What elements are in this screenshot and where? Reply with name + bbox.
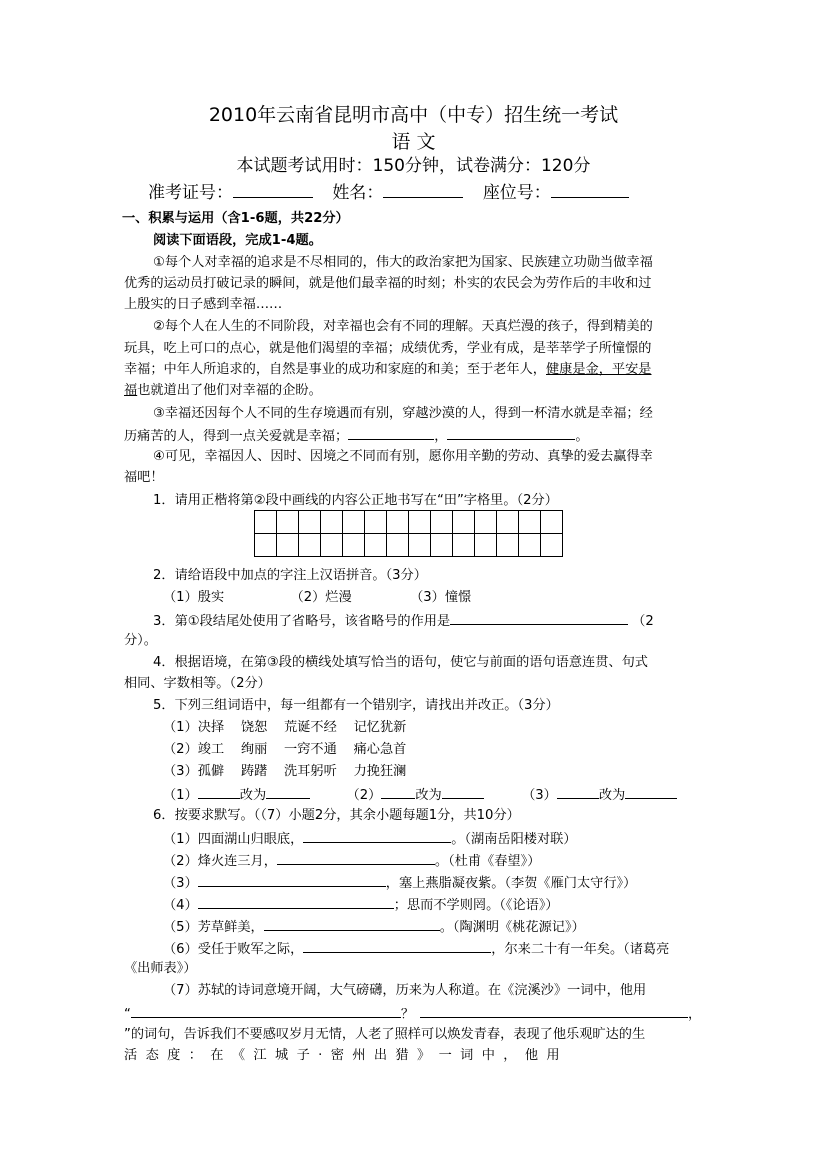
grid-cell[interactable] <box>365 511 387 534</box>
grid-cell[interactable] <box>277 534 299 557</box>
p3-comma: ， <box>434 429 448 444</box>
q6-item-2 <box>163 850 540 872</box>
grid-row-2 <box>255 534 563 557</box>
passage-p2-line1: ②每个人在人生的不同阶段，对幸福也会有不同的理解。天真烂漫的孩子，得到精美的 <box>153 319 653 334</box>
candidate-no-label: 准考证号： <box>148 183 233 203</box>
question-3-cont: 分）。 <box>124 633 157 648</box>
grid-cell[interactable] <box>519 511 541 534</box>
q5-change-1: 改为 <box>239 788 267 803</box>
passage-p4-line1: ④可见，幸福因人、因时、因境之不同而有别，愿你用辛勤的劳动、真挚的爱去赢得幸 <box>153 449 653 464</box>
question-6: 6．按要求默写。（（7）小题2分，其余小题每题1分，共10分） <box>153 808 520 823</box>
q5-group-2: （2）竣工 绚丽 一窍不通 痛心急首 <box>163 742 407 757</box>
candidate-no-blank[interactable] <box>233 183 313 198</box>
q5-change-2: 改为 <box>415 788 442 803</box>
q6-7-blank-2[interactable] <box>420 1003 688 1018</box>
q6-7-open-quote: “ <box>124 1007 131 1022</box>
question-2-options <box>163 588 471 608</box>
grid-cell[interactable] <box>431 534 453 557</box>
q3-answer-blank[interactable] <box>450 610 628 625</box>
q6-4-text: （4） <box>163 898 198 913</box>
grid-row-1 <box>255 511 563 534</box>
q6-1-text: （1）四面湖山归眼底， <box>163 832 304 847</box>
passage-instruction: 阅读下面语段，完成1-4题。 <box>153 233 322 248</box>
passage-p3-line1: ③幸福还因每个人不同的生存境遇而有别，穿越沙漠的人，得到一杯清水就是幸福；经 <box>153 406 653 421</box>
grid-cell[interactable] <box>321 534 343 557</box>
q5-answer-2-wrong[interactable] <box>381 784 415 799</box>
question-4-line2: 相同、字数相等。（2分） <box>124 676 271 691</box>
passage-p2-line4 <box>124 381 322 401</box>
q5-answer-2-correct[interactable] <box>442 784 484 799</box>
grid-cell[interactable] <box>387 511 409 534</box>
q3-score-part1: （2 <box>632 614 654 629</box>
q5-answer-3-label: （3） <box>522 788 557 803</box>
q6-3-text: （3） <box>163 876 198 891</box>
passage-p2-line4-text: 也就道出了他们对幸福的企盼。 <box>137 383 322 398</box>
exam-info: 本试题考试用时：150分钟，试卷满分：120分 <box>236 156 591 176</box>
grid-cell[interactable] <box>409 511 431 534</box>
grid-cell[interactable] <box>541 534 563 557</box>
exam-title: 2010年云南省昆明市高中（中专）招生统一考试 <box>208 104 619 126</box>
q5-answers <box>163 784 677 806</box>
tianzi-grid[interactable] <box>254 510 563 557</box>
grid-cell[interactable] <box>541 511 563 534</box>
q5-group-3: （3）孤僻 踌躇 洗耳躬听 力挽狂澜 <box>163 764 407 779</box>
fill-blank-2[interactable] <box>447 425 575 440</box>
q6-5-source: 。（陶渊明《桃花源记》） <box>439 920 585 935</box>
q6-item-1 <box>163 828 577 850</box>
q6-3-blank[interactable] <box>198 872 386 887</box>
seat-blank[interactable] <box>551 183 629 198</box>
passage-p3-line2-text: 历痛苦的人，得到一点关爱就是幸福； <box>124 429 349 444</box>
passage-p2-line3 <box>124 360 652 380</box>
q6-item-7-line2 <box>124 1003 701 1025</box>
q5-group-1: （1）决择 饶恕 荒诞不经 记忆犹新 <box>163 720 407 735</box>
q5-answer-3-correct[interactable] <box>625 784 677 799</box>
subject-title: 语 文 <box>391 131 436 153</box>
q6-5-blank[interactable] <box>264 916 440 931</box>
q6-2-blank[interactable] <box>277 850 435 865</box>
underlined-phrase-part1: 健康是金，平安是 <box>546 362 652 377</box>
q6-7-blank-1[interactable] <box>131 1003 401 1018</box>
q6-item-5 <box>163 916 585 938</box>
q5-answer-1-label: （1） <box>163 788 198 803</box>
grid-cell[interactable] <box>255 511 277 534</box>
grid-cell[interactable] <box>299 534 321 557</box>
question-4-line1: 4．根据语境，在第③段的横线处填写恰当的语句，使它与前面的语句语意连贯、句式 <box>153 655 648 670</box>
q6-item-6-cont: 《出师表》） <box>124 961 197 976</box>
passage-p1-line3: 上殷实的日子感到幸福…… <box>124 297 283 312</box>
grid-cell[interactable] <box>365 534 387 557</box>
q6-item-3 <box>163 872 636 894</box>
grid-cell[interactable] <box>497 534 519 557</box>
q6-7-comma: ， <box>688 1007 702 1022</box>
grid-cell[interactable] <box>453 534 475 557</box>
grid-cell[interactable] <box>255 534 277 557</box>
underlined-phrase-part2: 福 <box>124 383 138 398</box>
grid-cell[interactable] <box>277 511 299 534</box>
q5-answer-3-wrong[interactable] <box>557 784 599 799</box>
seat-label: 座位号： <box>482 183 551 203</box>
passage-p2-line3-text: 幸福；中年人所追求的，自然是事业的成功和家庭的和美；至于老年人， <box>124 362 546 377</box>
grid-cell[interactable] <box>343 534 365 557</box>
q6-item-7-line3: ”的词句，告诉我们不要感叹岁月无情，人老了照样可以焕发青春，表现了他乐观旷达的生 <box>124 1027 646 1042</box>
q6-7-question-mark: ？ <box>400 1007 415 1022</box>
q2-option-1: （1）殷实 <box>163 590 225 605</box>
q2-option-2: （2）烂漫 <box>290 590 352 605</box>
grid-cell[interactable] <box>453 511 475 534</box>
q6-item-7-line1: （7）苏轼的诗词意境开阔，大气磅礴，历来为人称道。在《浣溪沙》一词中，他用 <box>163 983 647 998</box>
q6-4-source: ；思而不学则罔。（《论语》） <box>393 898 559 913</box>
section-heading: 一、积累与运用（含1-6题，共22分） <box>122 211 349 226</box>
q6-1-source: 。（湖南岳阳楼对联） <box>451 832 577 847</box>
question-3 <box>153 610 654 632</box>
q6-item-4 <box>163 894 559 916</box>
p3-period: 。 <box>575 429 589 444</box>
grid-cell[interactable] <box>387 534 409 557</box>
grid-cell[interactable] <box>475 534 497 557</box>
grid-cell[interactable] <box>519 534 541 557</box>
grid-cell[interactable] <box>497 511 519 534</box>
grid-cell[interactable] <box>321 511 343 534</box>
question-2: 2．请给语段中加点的字注上汉语拼音。（3分） <box>153 568 427 583</box>
passage-p4-line2: 福吧！ <box>124 470 164 485</box>
q5-change-3: 改为 <box>598 788 626 803</box>
q6-item-7-line4: 活 态 度 ： 在 《 江 城 子 · 密 州 出 猎 》 一 词 中 ， 他 用 <box>124 1048 560 1063</box>
passage-p2-line2: 玩具，吃上可口的点心，就是他们渴望的幸福；成绩优秀，学业有成，是莘莘学子所憧憬的 <box>124 341 652 356</box>
q5-answer-1-correct[interactable] <box>266 784 310 799</box>
question-5: 5．下列三组词语中，每一组都有一个错别字，请找出并改正。（3分） <box>153 698 559 713</box>
q6-4-blank[interactable] <box>198 894 394 909</box>
passage-p3-line2 <box>124 425 589 447</box>
q6-3-source: ，塞上燕脂凝夜紫。（李贺《雁门太守行》） <box>385 876 637 891</box>
fill-blank-1[interactable] <box>348 425 434 440</box>
q6-2-source: 。（杜甫《春望》） <box>434 854 541 869</box>
passage-p1-line2: 优秀的运动员打破记录的瞬间，就是他们最幸福的时刻；朴实的农民会为劳作后的丰收和过 <box>124 276 652 291</box>
q6-6-text: （6）受任于败军之际， <box>163 942 304 957</box>
q5-answer-1-wrong[interactable] <box>198 784 240 799</box>
name-label: 姓名： <box>332 183 384 203</box>
question-3-text: 3．第①段结尾处使用了省略号，该省略号的作用是 <box>153 614 451 629</box>
candidate-info-row <box>148 180 629 206</box>
q2-option-3: （3）憧憬 <box>410 590 472 605</box>
q6-1-blank[interactable] <box>303 828 451 843</box>
q5-answer-2-label: （2） <box>346 788 382 803</box>
name-blank[interactable] <box>383 183 463 198</box>
q6-6-source: ，尔来二十有一年矣。（诸葛亮 <box>491 942 670 957</box>
q6-item-6 <box>163 938 669 960</box>
q6-2-text: （2）烽火连三月， <box>163 854 277 869</box>
grid-cell[interactable] <box>409 534 431 557</box>
q6-6-blank[interactable] <box>303 938 491 953</box>
grid-cell[interactable] <box>431 511 453 534</box>
q6-5-text: （5）芳草鲜美， <box>163 920 264 935</box>
passage-p1-line1: ①每个人对幸福的追求是不尽相同的，伟大的政治家把为国家、民族建立功勋当做幸福 <box>153 255 653 270</box>
question-1: 1．请用正楷将第②段中画线的内容公正地书写在“田”字格里。（2分） <box>153 493 558 508</box>
grid-cell[interactable] <box>343 511 365 534</box>
grid-cell[interactable] <box>475 511 497 534</box>
grid-cell[interactable] <box>299 511 321 534</box>
